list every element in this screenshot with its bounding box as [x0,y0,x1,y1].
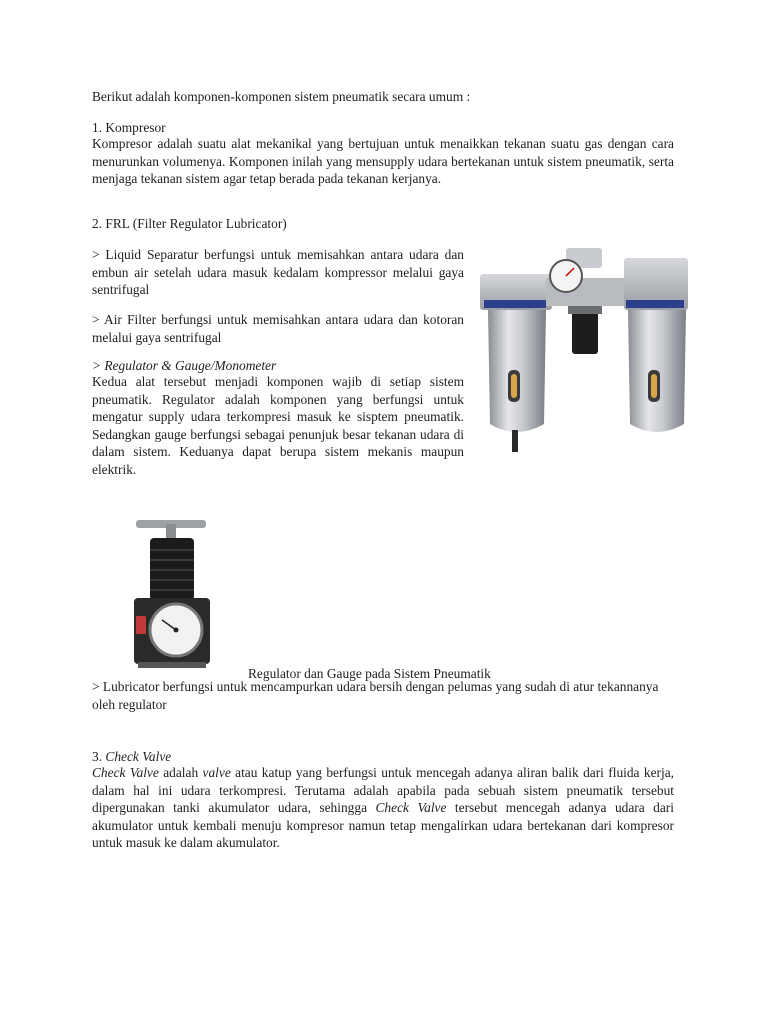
regulator-image-caption: Regulator dan Gauge pada Sistem Pneumatik [248,666,491,682]
air-filter-text: > Air Filter berfungsi untuk memisahkan antara udara dan kotoran melalui gaya sentrifugal [92,312,464,345]
section-3-body-part-3: tersebut mencegah adanya udara dari akumulator untuk kembali menuju kompresor namun tetap mengalirkan udara bertekanan dari kompresor untuk masuk ke dalam akumulator. [92,800,674,850]
section-3-heading [92,748,171,766]
section-3-body-part-2: atau katup yang berfungsi untuk mencegah adanya aliran balik dari fluida kerja, dalam hal ini udara terkompresi. Terutama adalah apabila pada sebuah sistem pneumatik tersebut dipergunakan tanki akumulator udara, sehingga [92,765,674,815]
section-3-term-valve: valve [202,765,231,780]
section-2-heading: 2. FRL (Filter Regulator Lubricator) [92,216,287,231]
regulator-gauge-image [126,516,218,668]
lubricator-text: > Lubricator berfungsi untuk mencampurkan udara bersih dengan pelumas yang sudah di atur tekannanya oleh regulator [92,679,659,712]
regulator-heading: > Regulator & Gauge/Monometer [92,358,277,373]
section-1-body: Kompresor adalah suatu alat mekanikal yang bertujuan untuk menaikkan tekanan suatu gas dengan cara menurunkan volumenya. Komponen inilah yang mensupply udara bertekanan untuk sistem pneumatik, serta menjaga tekanan sistem agar tetap berada pada tekanan kerjanya. [92,136,674,186]
section-3-term-check-valve: Check Valve [92,765,159,780]
regulator-body: Kedua alat tersebut menjadi komponen wajib di setiap sistem pneumatik. Regulator adalah komponen yang berfungsi untuk mengatur supply udara terkompresi masuk ke sisptem pneumatik. Sedangkan gauge berfungsi sebagai penunjuk besar tekanan udara di dalam sistem. Keduanya dapat berupa sistem mekanis maupun elektrik. [92,374,464,477]
intro-text: Berikut adalah komponen-komponen sistem pneumatik secara umum : [92,89,471,104]
section-3-body [92,764,674,852]
section-3-body-part-1: adalah [158,765,203,780]
section-1-heading: 1. Kompresor [92,120,166,135]
section-3-heading-num: 3. [92,749,103,764]
liquid-separator-text: > Liquid Separatur berfungsi untuk memisahkan antara udara dan embun air setelah udara masuk kedalam kompressor melalui gaya sentrifugal [92,247,464,297]
section-3-term-check-valve-2: Check Valve [375,800,447,815]
section-3-heading-term: Check Valve [105,749,172,764]
frl-unit-image [476,244,692,456]
